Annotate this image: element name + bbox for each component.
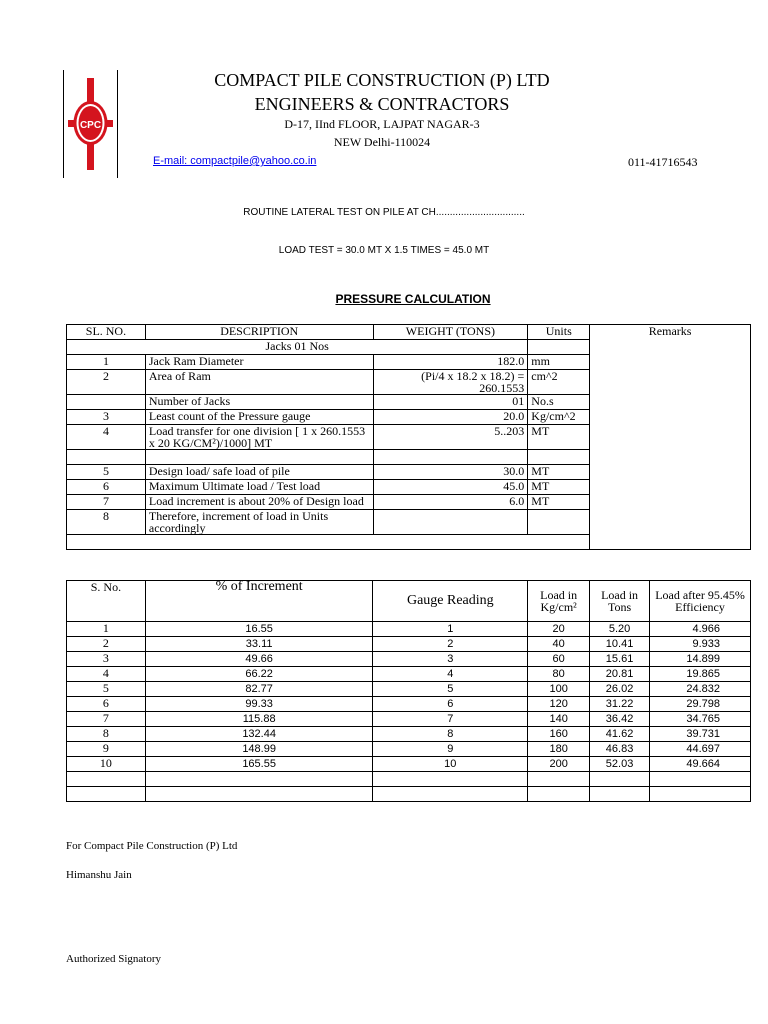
cell-gauge-reading: 8 — [373, 727, 528, 742]
cell-load-efficiency: 39.731 — [650, 727, 751, 742]
cell-percent-increment: 115.88 — [145, 712, 373, 727]
header-s-no: S. No. — [67, 581, 146, 622]
cell-load-tons: 52.03 — [590, 757, 650, 772]
cell-units: MT — [528, 425, 590, 450]
cell-sl: 4 — [67, 425, 146, 450]
empty-cell — [590, 787, 650, 802]
table-row — [67, 712, 751, 727]
cell-units: No.s — [528, 395, 590, 410]
table-header-row — [67, 325, 751, 340]
cell-s-no: 7 — [67, 712, 146, 727]
cell-sl — [67, 395, 146, 410]
cell-gauge-reading: 10 — [373, 757, 528, 772]
jacks-row: Jacks 01 Nos — [67, 340, 528, 355]
table-row — [67, 652, 751, 667]
header-remarks: Remarks — [590, 325, 751, 550]
cell-units — [528, 510, 590, 535]
cell-load-efficiency: 29.798 — [650, 697, 751, 712]
cell-desc: Jack Ram Diameter — [145, 355, 373, 370]
cell-desc: Design load/ safe load of pile — [145, 465, 373, 480]
cell-weight: 45.0 — [373, 480, 528, 495]
cell-percent-increment: 165.55 — [145, 757, 373, 772]
header-percent-increment: % of Increment — [145, 581, 373, 622]
cell-gauge-reading: 9 — [373, 742, 528, 757]
empty-cell — [373, 772, 528, 787]
authorized-signatory: Authorized Signatory — [66, 953, 162, 965]
address-line-1: D-17, IInd FLOOR, LAJPAT NAGAR-3 — [284, 117, 480, 131]
cell-gauge-reading: 5 — [373, 682, 528, 697]
cell-desc: Least count of the Pressure gauge — [145, 410, 373, 425]
cell-s-no: 5 — [67, 682, 146, 697]
cell-weight: 30.0 — [373, 465, 528, 480]
cell-gauge-reading: 7 — [373, 712, 528, 727]
cell-desc — [145, 450, 373, 465]
email-link[interactable]: E-mail: compactpile@yahoo.co.in — [153, 155, 317, 167]
company-subtitle: ENGINEERS & CONTRACTORS — [254, 94, 510, 114]
cell-s-no: 6 — [67, 697, 146, 712]
cell-s-no: 1 — [67, 622, 146, 637]
pressure-calculation-heading: PRESSURE CALCULATION — [335, 292, 491, 306]
cell-percent-increment: 16.55 — [145, 622, 373, 637]
table-row — [67, 622, 751, 637]
cell-units: MT — [528, 495, 590, 510]
empty-cell — [590, 772, 650, 787]
cell-units: MT — [528, 480, 590, 495]
cell-s-no: 2 — [67, 637, 146, 652]
table-header-row — [67, 581, 751, 622]
cell-desc: Maximum Ultimate load / Test load — [145, 480, 373, 495]
table-row — [67, 667, 751, 682]
cell-desc: Load increment is about 20% of Design load — [145, 495, 373, 510]
cell-load-efficiency: 24.832 — [650, 682, 751, 697]
cell-percent-increment: 33.11 — [145, 637, 373, 652]
header-weight: WEIGHT (TONS) — [373, 325, 528, 340]
cell-desc: Load transfer for one division [ 1 x 260.1553 x 20 KG/CM²)/1000] MT — [145, 425, 373, 450]
cell-load-kgcm2: 200 — [528, 757, 590, 772]
cell-units — [528, 450, 590, 465]
test-title: ROUTINE LATERAL TEST ON PILE AT CH................................ — [243, 207, 525, 218]
cell-load-efficiency: 34.765 — [650, 712, 751, 727]
header-units: Units — [528, 325, 590, 340]
cell-sl: 8 — [67, 510, 146, 535]
cell-weight: 182.0 — [373, 355, 528, 370]
cell-units: cm^2 — [528, 370, 590, 395]
logo-text: CPC — [79, 120, 102, 131]
cell-load-tons: 20.81 — [590, 667, 650, 682]
cell-load-efficiency: 19.865 — [650, 667, 751, 682]
cell-percent-increment: 82.77 — [145, 682, 373, 697]
table-row — [67, 682, 751, 697]
empty-cell — [67, 787, 146, 802]
company-name: COMPACT PILE CONSTRUCTION (P) LTD — [214, 70, 550, 90]
cell-load-efficiency: 9.933 — [650, 637, 751, 652]
cell-units: MT — [528, 465, 590, 480]
cell-load-tons: 36.42 — [590, 712, 650, 727]
cell-percent-increment: 132.44 — [145, 727, 373, 742]
cell-load-efficiency: 14.899 — [650, 652, 751, 667]
cell-load-tons: 41.62 — [590, 727, 650, 742]
cell-desc: Area of Ram — [145, 370, 373, 395]
cell-sl: 6 — [67, 480, 146, 495]
cell-desc: Number of Jacks — [145, 395, 373, 410]
cell-units: mm — [528, 355, 590, 370]
cell-gauge-reading: 3 — [373, 652, 528, 667]
cell-load-kgcm2: 60 — [528, 652, 590, 667]
load-test-line: LOAD TEST = 30.0 MT X 1.5 TIMES = 45.0 MT — [278, 245, 490, 256]
cell-load-tons: 15.61 — [590, 652, 650, 667]
cell-weight: 5..203 — [373, 425, 528, 450]
cell-sl: 5 — [67, 465, 146, 480]
cell-percent-increment: 66.22 — [145, 667, 373, 682]
cell-load-efficiency: 49.664 — [650, 757, 751, 772]
cell-s-no: 10 — [67, 757, 146, 772]
table-row — [67, 787, 751, 802]
empty-cell — [650, 772, 751, 787]
cell-load-kgcm2: 40 — [528, 637, 590, 652]
cell-load-kgcm2: 120 — [528, 697, 590, 712]
header-load-efficiency: Load after 95.45% Efficiency — [650, 581, 751, 622]
phone-number: 011-41716543 — [628, 155, 698, 169]
cell-s-no: 3 — [67, 652, 146, 667]
cell-sl: 1 — [67, 355, 146, 370]
spacer-row — [67, 535, 590, 550]
cell-s-no: 4 — [67, 667, 146, 682]
cell-load-tons: 10.41 — [590, 637, 650, 652]
empty-cell — [528, 787, 590, 802]
for-company-line: For Compact Pile Construction (P) Ltd — [66, 840, 238, 852]
header-description: DESCRIPTION — [145, 325, 373, 340]
cell-weight — [373, 450, 528, 465]
cell-load-kgcm2: 140 — [528, 712, 590, 727]
header-load-tons: Load in Tons — [590, 581, 650, 622]
empty-cell — [67, 772, 146, 787]
signatory-name: Himanshu Jain — [66, 869, 132, 881]
pressure-calculation-table — [66, 324, 751, 550]
empty-cell — [145, 787, 373, 802]
cell-load-efficiency: 44.697 — [650, 742, 751, 757]
cell-load-tons: 5.20 — [590, 622, 650, 637]
cell-weight: 01 — [373, 395, 528, 410]
cell-load-kgcm2: 180 — [528, 742, 590, 757]
cell-sl — [67, 450, 146, 465]
cell-s-no: 9 — [67, 742, 146, 757]
load-increment-table — [66, 580, 751, 802]
cell-gauge-reading: 1 — [373, 622, 528, 637]
table-row — [67, 727, 751, 742]
table-row — [67, 757, 751, 772]
cell-load-efficiency: 4.966 — [650, 622, 751, 637]
cell-gauge-reading: 4 — [373, 667, 528, 682]
cell-weight: 6.0 — [373, 495, 528, 510]
cpc-logo-icon — [68, 78, 113, 170]
header-load-kgcm2: Load in Kg/cm² — [528, 581, 590, 622]
cell-weight — [373, 510, 528, 535]
table-row — [67, 772, 751, 787]
cell-percent-increment: 49.66 — [145, 652, 373, 667]
cell-load-kgcm2: 160 — [528, 727, 590, 742]
cell-load-tons: 31.22 — [590, 697, 650, 712]
table-row — [67, 697, 751, 712]
cell-units: Kg/cm^2 — [528, 410, 590, 425]
cell-weight: 20.0 — [373, 410, 528, 425]
cell-sl: 2 — [67, 370, 146, 395]
cell-weight: (Pi/4 x 18.2 x 18.2) = 260.1553 — [373, 370, 528, 395]
empty-cell — [145, 772, 373, 787]
cell-s-no: 8 — [67, 727, 146, 742]
cell-load-kgcm2: 80 — [528, 667, 590, 682]
cell-percent-increment: 148.99 — [145, 742, 373, 757]
cell-sl: 7 — [67, 495, 146, 510]
cell-load-kgcm2: 20 — [528, 622, 590, 637]
cell-sl: 3 — [67, 410, 146, 425]
address-line-2: NEW Delhi-110024 — [333, 135, 431, 149]
table-row — [67, 742, 751, 757]
empty-cell — [528, 772, 590, 787]
header-sl-no: SL. NO. — [67, 325, 146, 340]
cell-load-tons: 46.83 — [590, 742, 650, 757]
table-cell — [528, 340, 590, 355]
table-row — [67, 637, 751, 652]
cell-load-kgcm2: 100 — [528, 682, 590, 697]
header-gauge-reading: Gauge Reading — [373, 581, 528, 622]
company-logo — [63, 70, 118, 178]
cell-load-tons: 26.02 — [590, 682, 650, 697]
cell-desc: Therefore, increment of load in Units accordingly — [145, 510, 373, 535]
cell-gauge-reading: 2 — [373, 637, 528, 652]
cell-gauge-reading: 6 — [373, 697, 528, 712]
cell-percent-increment: 99.33 — [145, 697, 373, 712]
empty-cell — [650, 787, 751, 802]
empty-cell — [373, 787, 528, 802]
